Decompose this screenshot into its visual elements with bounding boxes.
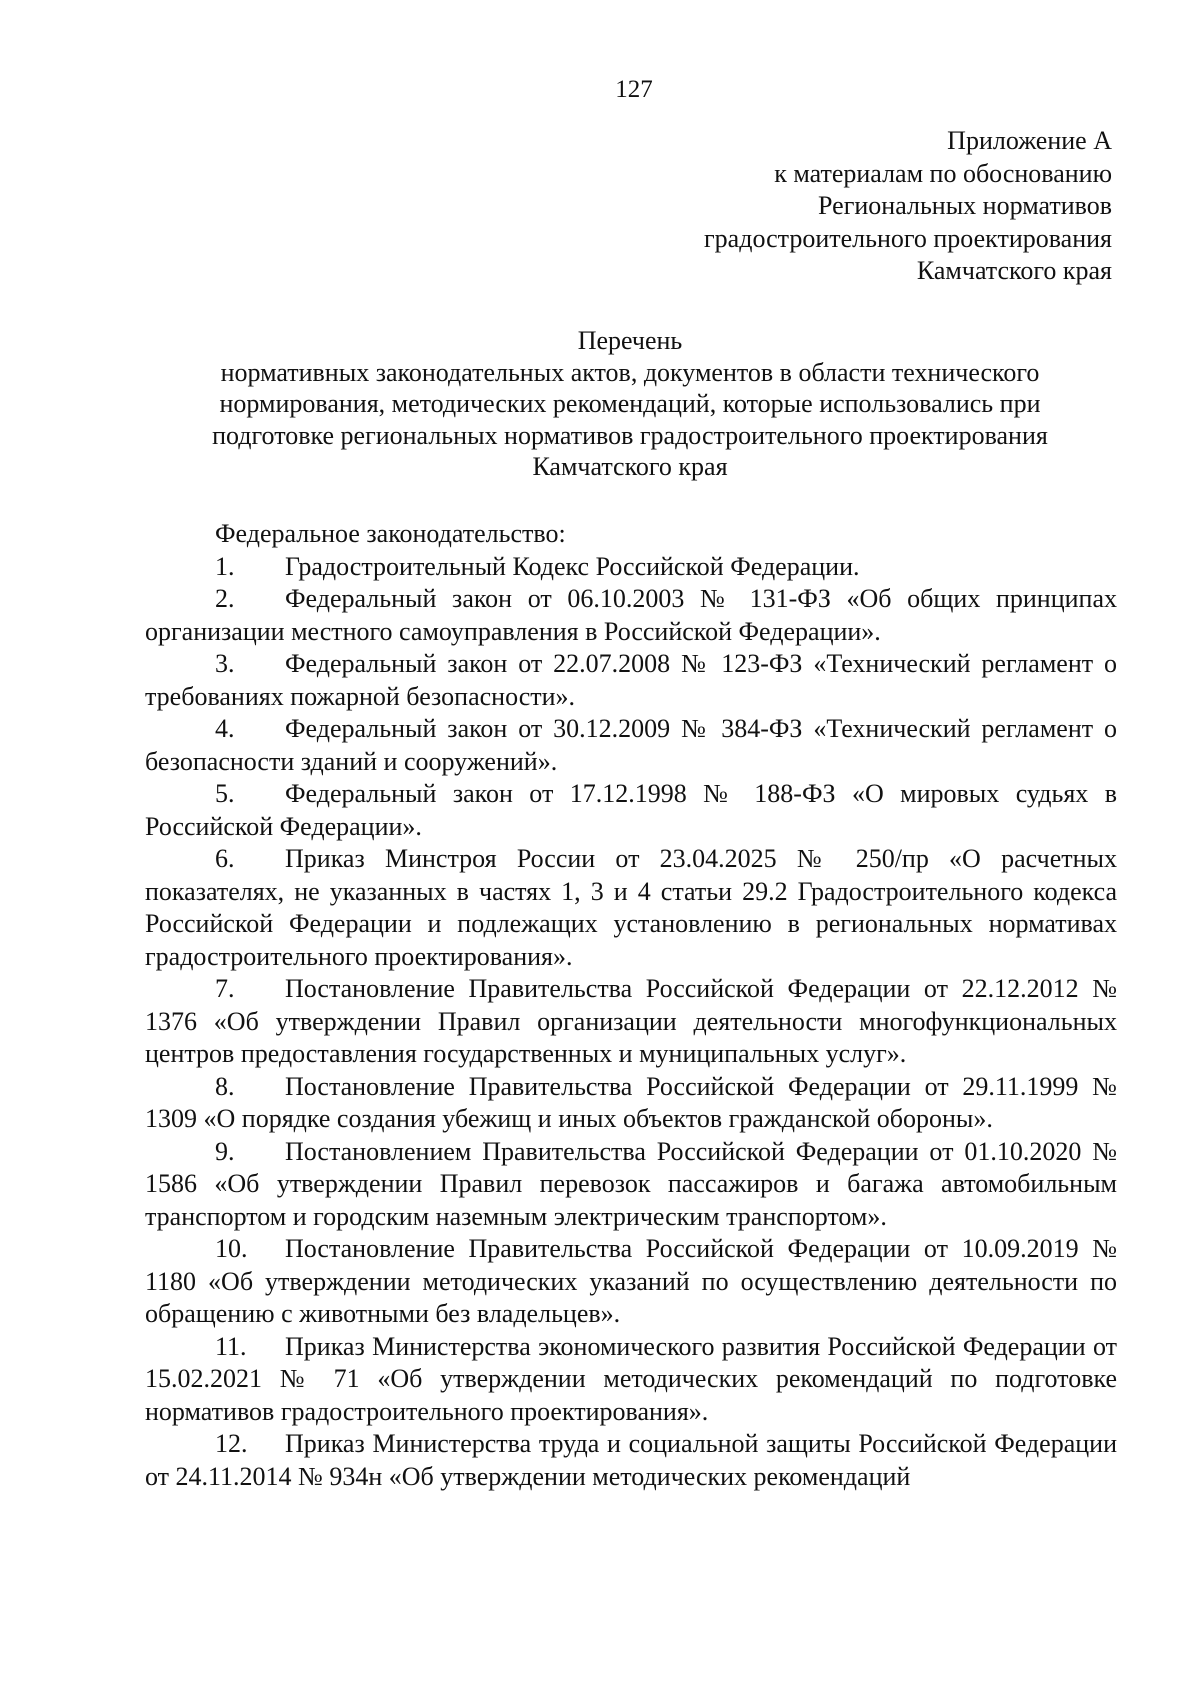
appendix-line: градостроительного проектирования bbox=[704, 223, 1112, 253]
list-item bbox=[145, 583, 1117, 648]
item-text: Федеральный закон от 30.12.2009 № 384-ФЗ «Технический регламент о безопасности зданий и сооружений». bbox=[145, 714, 1117, 776]
item-number: 2. bbox=[215, 584, 235, 613]
item-number: 7. bbox=[215, 974, 235, 1003]
item-text: Постановление Правительства Российской Федерации от 22.12.2012 № 1376 «Об утверждении Правил организации деятельности многофункциональных центров предоставления государственных и муниципальных услуг». bbox=[145, 974, 1117, 1068]
item-number: 3. bbox=[215, 649, 235, 678]
title-line: Камчатского края bbox=[532, 452, 728, 481]
item-text: Приказ Минстроя России от 23.04.2025 № 250/пр «О расчетных показателях, не указанных в частях 1, 3 и 4 статьи 29.2 Градостроительного кодекса Российской Федерации и подлежащих установлению в региональных нормативах градостроительного проектирования». bbox=[145, 844, 1117, 971]
list-item bbox=[145, 1233, 1117, 1331]
item-number: 9. bbox=[215, 1136, 235, 1166]
item-text: Приказ Министерства труда и социальной защиты Российской Федерации от 24.11.2014 № 934н «Об утверждении методических рекомендаций bbox=[145, 1429, 1117, 1491]
list-item bbox=[145, 778, 1117, 843]
title-line: нормативных законодательных актов, документов в области технического bbox=[220, 357, 1040, 387]
item-text: Федеральный закон от 22.07.2008 № 123-ФЗ «Технический регламент о требованиях пожарной безопасности». bbox=[145, 649, 1117, 711]
item-number: 12. bbox=[215, 1429, 248, 1458]
item-text: Постановление Правительства Российской Федерации от 10.09.2019 № 1180 «Об утверждении методических указаний по осуществлению деятельности по обращению с животными без владельцев». bbox=[145, 1234, 1117, 1328]
list-item bbox=[145, 973, 1117, 1071]
item-number: 10. bbox=[215, 1234, 248, 1263]
appendix-line: Камчатского края bbox=[916, 256, 1112, 285]
page-number: 127 bbox=[615, 76, 653, 103]
item-number: 4. bbox=[215, 714, 235, 743]
list-item bbox=[145, 1071, 1117, 1136]
list-item bbox=[145, 713, 1117, 778]
appendix-line: к материалам по обоснованию bbox=[774, 158, 1112, 188]
item-text: Градостроительный Кодекс Российской Федерации. bbox=[285, 551, 860, 581]
title-line: нормирования, методических рекомендаций, которые использовались при bbox=[219, 389, 1041, 418]
title-line: Перечень bbox=[577, 326, 683, 355]
appendix-line: Приложение А bbox=[947, 126, 1112, 155]
appendix-line: Региональных нормативов bbox=[818, 191, 1112, 220]
item-text: Приказ Министерства экономического развития Российской Федерации от 15.02.2021 № 71 «Об утверждении методических рекомендаций по подготовке нормативов градостроительного проектирования». bbox=[145, 1331, 1117, 1426]
item-number: 1. bbox=[215, 551, 235, 581]
section-heading: Федеральное законодательство: bbox=[215, 519, 566, 548]
list-item bbox=[145, 843, 1117, 973]
title-line: подготовке региональных нормативов градостроительного проектирования bbox=[212, 420, 1048, 450]
item-text: Постановление Правительства Российской Федерации от 29.11.1999 № 1309 «О порядке создания убежищ и иных объектов гражданской обороны». bbox=[145, 1071, 1117, 1133]
list-item bbox=[145, 1331, 1117, 1429]
item-text: Федеральный закон от 17.12.1998 № 188-ФЗ «О мировых судьях в Российской Федерации». bbox=[145, 779, 1117, 841]
document-title bbox=[140, 325, 1120, 483]
list-item bbox=[145, 551, 1117, 584]
list-item bbox=[145, 648, 1117, 713]
item-number: 8. bbox=[215, 1071, 235, 1101]
item-number: 6. bbox=[215, 844, 235, 873]
appendix-block bbox=[412, 125, 1112, 288]
document-body bbox=[145, 518, 1117, 1493]
item-text: Федеральный закон от 06.10.2003 № 131-ФЗ «Об общих принципах организации местного самоуправления в Российской Федерации». bbox=[145, 584, 1117, 646]
list-item bbox=[145, 1136, 1117, 1234]
item-number: 5. bbox=[215, 779, 235, 808]
item-number: 11. bbox=[215, 1331, 247, 1361]
list-item bbox=[145, 1428, 1117, 1493]
item-text: Постановлением Правительства Российской Федерации от 01.10.2020 № 1586 «Об утверждении Правил перевозок пассажиров и багажа автомобильным транспортом и городским наземным электрическим транспортом». bbox=[145, 1136, 1117, 1231]
